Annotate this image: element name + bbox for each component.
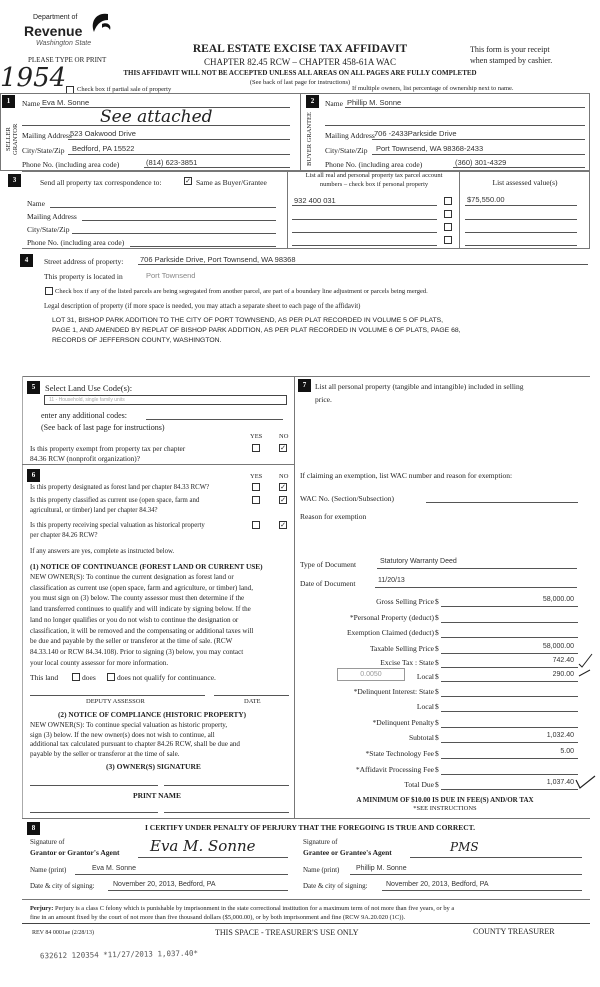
tax-row-field[interactable] [441,696,578,697]
doc-type[interactable]: Statutory Warranty Deed [380,558,457,565]
currency-sign: $ [435,733,439,742]
buyer-city-label: City/State/Zip [325,146,368,155]
currency-sign: $ [435,597,439,606]
parcel-header-1: List all real and personal property tax parcel account [305,172,443,179]
tax-row-value: 58,000.00 [542,596,574,603]
currency-sign: $ [435,644,439,653]
current-use-no-checkbox[interactable]: ✓ [280,496,286,504]
notice-line: payable by the seller or transferor at the time of sale. [30,749,180,758]
currency-sign: $ [435,613,439,622]
parcel-field[interactable] [292,245,437,246]
personal-property-checkbox[interactable] [444,236,452,244]
grantor-name[interactable]: Eva M. Sonne [92,865,136,872]
buyer-name-label: Name [325,99,343,108]
buyer-grantee-label: BUYER GRANTEE [306,112,313,167]
personal-property-checkbox[interactable] [444,223,452,231]
underline [465,205,577,206]
notice-line: 84.33.140 or RCW 84.34.108). Prior to signing (3) below, you may contact [30,647,244,656]
tax-row-field[interactable] [441,774,578,775]
print-name-label: PRINT NAME [133,791,181,800]
underline [345,107,585,108]
segregated-label: Check box if any of the listed parcels are being segregated from another parcel, are part of a boundary line adjustment or parcels being merged. [55,288,428,295]
underline [75,874,288,875]
personal-property-label-2: price. [315,395,332,404]
underline [372,139,585,140]
tax-row-field[interactable] [441,622,578,623]
located-city[interactable]: Port Townsend [146,271,196,280]
seller-mail[interactable]: 523 Oakwood Drive [70,129,136,138]
logo-line2: Revenue [24,23,83,39]
section-6-badge: 6 [27,469,40,482]
deputy-assessor-label: DEPUTY ASSESSOR [86,698,145,705]
underline [350,874,582,875]
forest-yes-checkbox[interactable] [252,483,260,491]
underline [108,890,288,891]
buyer-phone-label: Phone No. (including area code) [325,160,423,169]
seller-name-label: Name [22,99,40,108]
partial-sale-label: Check box if partial sale of property [77,86,172,93]
logo-line1: Department of [33,14,78,21]
form-subtitle: CHAPTER 82.45 RCW – CHAPTER 458-61A WAC [204,57,396,67]
personal-property-checkbox[interactable] [444,197,452,205]
assessor-date-field[interactable] [214,695,289,696]
tax-row-value: 5.00 [560,748,574,755]
underline [138,264,588,265]
reason-label: Reason for exemption [300,512,367,521]
grantor-name-label: Name (print) [30,866,67,874]
tax-row-value: 290.00 [552,671,574,678]
parcel-field[interactable] [292,219,437,220]
underline [144,167,290,168]
assessed-field[interactable] [465,245,577,246]
personal-property-label-1: List all personal property (tangible and intangible) included in selling [315,382,524,391]
notice-line: additional tax calculated pursuant to chapter 84.26 RCW, shall be due and [30,740,240,748]
form-title: REAL ESTATE EXCISE TAX AFFIDAVIT [192,43,408,55]
grantor-date-label: Date & city of signing: [30,882,95,890]
corr-city-label: City/State/Zip [27,225,70,234]
tax-row-field[interactable] [441,742,578,743]
see-back-note: (See back of last page for instructions) [249,79,351,86]
section-5-badge: 5 [27,381,40,394]
treasurer-stamp: 632612 120354 *11/27/2013 1,037.40* [39,948,199,961]
date-label: DATE [244,698,261,705]
exempt-question-1: Is this property exempt from property tax per chapter [30,444,186,453]
corr-phone-field[interactable] [130,246,276,247]
parcel-field[interactable] [292,232,437,233]
currency-sign: $ [435,628,439,637]
perjury-label: Perjury: [30,905,54,912]
located-label: This property is located in [44,272,123,281]
deputy-assessor-field[interactable] [30,695,205,696]
same-as-buyer-label: Same as Buyer/Grantee [196,178,267,187]
forest-no-checkbox[interactable]: ✓ [280,483,286,491]
see-attached-handwriting: See attached [100,107,213,127]
notice-line: land no longer qualifies or you do not wish to continue the designation or [30,615,239,624]
currency-sign: $ [435,672,439,681]
underline [410,857,582,858]
underline [138,857,288,858]
notice-line: classification, it will be removed and the compensating or additional taxes will [30,626,254,635]
tax-row-field[interactable] [441,681,578,682]
column-divider [294,376,295,818]
print-name-field[interactable] [30,812,158,813]
notice-line: be due and payable by the seller or transferor at the time of sale. (RCW [30,637,233,646]
notice-line: land transferred continues to qualify and will indicate by signing below. If the [30,605,251,614]
grantor-sig-of: Signature of [30,838,65,846]
send-to-label: Send all property tax correspondence to: [40,178,162,187]
notice-line: NEW OWNER(S): To continue the current designation as forest land or [30,573,234,581]
divider [22,923,590,924]
left-border [22,376,23,818]
seller-city-label: City/State/Zip [22,146,65,155]
notice-line: your local county assessor for more information. [30,658,169,667]
tax-row-label: Total Due [404,780,434,789]
seller-grantor-label: SELLER GRANTOR [5,123,19,156]
certify-statement: I CERTIFY UNDER PENALTY OF PERJURY THAT THE FOREGOING IS TRUE AND CORRECT. [144,823,475,832]
tax-row-label: *Delinquent Penalty [372,718,434,727]
tax-row-label: Gross Selling Price [376,597,434,606]
yes-header: YES [250,433,263,440]
tax-row-label: *Delinquent Interest: State [353,687,434,696]
current-use-question-1: Is this property classified as current use (open space, farm and [30,497,200,504]
tax-row-label: *Affidavit Processing Fee [355,765,434,774]
does-qualify-checkbox[interactable] [72,673,80,681]
total-checkmark-icon [575,774,597,790]
historic-no-checkbox[interactable]: ✓ [280,521,286,529]
section-8-badge: 8 [27,822,40,835]
tax-row-field[interactable] [441,758,578,759]
doc-type-label: Type of Document [300,560,357,569]
tax-row-field[interactable] [441,667,578,668]
current-use-question-2: agricultural, or timber) land per chapter 84.34? [30,507,158,514]
parcel-number[interactable]: 932 400 031 [294,196,336,205]
perjury-line-2: fine in an amount fixed by the court of not more than five thousand dollars ($5,000.00), or by both imprisonment and fine (RCW 9A.20.020 (1C)). [30,914,406,921]
assessed-value[interactable]: $75,550.00 [467,195,505,204]
corr-name-label: Name [27,199,45,208]
see-instructions: *SEE INSTRUCTIONS [413,805,477,812]
this-land-label: This land [30,673,59,682]
doc-date[interactable]: 11/20/13 [378,577,405,584]
no-header: NO [279,433,289,440]
assessed-field[interactable] [465,232,577,233]
land-use-label: Select Land Use Code(s): [45,383,133,393]
tax-row-value: 742.40 [552,657,574,664]
additional-codes-label: enter any additional codes: [41,411,127,420]
owner-signature-field[interactable] [164,785,289,786]
historic-yes-checkbox[interactable] [252,521,260,529]
grantee-date-label: Date & city of signing: [303,882,368,890]
grantee-sig-of: Signature of [303,838,338,846]
legal-line-3: RECORDS OF JEFFERSON COUNTY, WASHINGTON. [52,337,222,344]
multiple-owners-note: If multiple owners, list percentage of ownership next to name. [352,85,514,92]
notice-line: classification as current use (open space, farm and agriculture, or timber) land, [30,583,253,592]
tax-row-field[interactable] [441,653,578,654]
divider [22,464,294,465]
underline [292,205,437,206]
see-back-5: (See back of last page for instructions) [41,423,165,432]
currency-sign: $ [435,765,439,774]
seller-mail-label: Mailing Address [22,131,72,140]
notice-continuance-title: (1) NOTICE OF CONTINUANCE (FOREST LAND OR CURRENT USE) [30,562,263,571]
corr-city-field[interactable] [72,233,276,234]
section-2-badge: 2 [306,95,319,108]
treasurer-use-label: THIS SPACE - TREASURER'S USE ONLY [215,928,359,937]
land-use-value: 11 - Household, single family units [49,397,125,403]
divider [22,376,590,377]
additional-codes-field[interactable] [146,419,283,420]
divider [287,171,288,249]
notice-line: you must sign on (3) below. The county assessor must then determine if the [30,594,245,603]
perjury-text-1: Perjury is a class C felony which is punishable by imprisonment in the state correctional institution for a maximum term of not more than five years, or by a [55,905,455,912]
street-address[interactable]: 706 Parkside Drive, Port Townsend, WA 98368 [140,255,296,264]
logo-swirl-icon [88,10,114,38]
owner-signature-title: (3) OWNER(S) SIGNATURE [106,762,201,771]
divider [22,899,590,900]
currency-sign: $ [435,718,439,727]
legal-line-1: LOT 31, BISHOP PARK ADDITION TO THE CITY OF PORT TOWNSEND, AS PER PLAT RECORDED IN VOLUME 5 OF PLATS, [52,317,444,324]
section-3-badge: 3 [8,174,21,187]
type-print-note: PLEASE TYPE OR PRINT [28,56,107,64]
does-not-label: does not qualify for continuance. [117,673,216,682]
handwritten-number: 1954 [0,63,67,93]
yes-header: YES [250,473,263,480]
seller-name[interactable]: Eva M. Sonne [42,98,90,107]
tax-row-field[interactable] [441,711,578,712]
perjury-line-1 [30,905,454,912]
underline [22,125,290,126]
underline [382,890,582,891]
assessed-field[interactable] [465,219,577,220]
no-header: NO [279,473,289,480]
grantor-date[interactable]: November 20, 2013, Bedford, PA [113,881,216,888]
currency-sign: $ [435,658,439,667]
parties-divider [300,93,301,171]
currency-sign: $ [435,780,439,789]
underline [372,154,585,155]
corr-name-field[interactable] [50,207,276,208]
seller-city[interactable]: Bedford, PA 15522 [72,144,135,153]
local-rate-box[interactable] [337,668,405,681]
underline [375,587,577,588]
exempt-yes-checkbox[interactable] [252,444,260,452]
logo-line3: Washington State [36,40,92,47]
corr-mail-label: Mailing Address [27,212,77,221]
tax-row-field[interactable] [441,727,578,728]
minimum-due-note: A MINIMUM OF $10.00 IS DUE IN FEE(S) AND/OR TAX [356,796,534,804]
owner-signature-field[interactable] [30,785,158,786]
underline [325,125,585,126]
print-name-field[interactable] [164,812,289,813]
doc-date-label: Date of Document [300,579,356,588]
forest-question: Is this property designated as forest land per chapter 84.33 RCW? [30,484,210,491]
same-as-buyer-checkbox[interactable]: ✓ [185,177,191,185]
tax-row-label: Local [416,672,434,681]
underline [68,154,290,155]
seller-phone[interactable]: (814) 623-3851 [146,158,198,167]
tax-row-label: Exemption Claimed (deduct) [346,628,434,637]
underline [377,568,577,569]
legal-line-2: PAGE 1, AND AMENDED BY REPLAT OF BISHOP PARK ADDITION, AS PER PLAT RECORDED IN VOLUME 6 OF PLATS, PAGE 68, [52,327,461,334]
buyer-phone[interactable]: (360) 301-4329 [455,158,507,167]
wac-field[interactable] [426,502,578,503]
historic-question-1: Is this property receiving special valuation as historical property [30,522,205,529]
section-7-badge: 7 [298,379,311,392]
section-1-badge: 1 [2,95,15,108]
if-yes-note: If any answers are yes, complete as instructed below. [30,548,175,555]
tax-row-label: Taxable Selling Price [369,644,434,653]
tax-row-value: 1,032.40 [546,732,574,739]
tax-row-label: Subtotal [408,733,434,742]
tax-row-value: 58,000.00 [542,643,574,650]
checkmark-annotations-icon [578,652,600,682]
parcel-header-2: numbers – check box if personal property [319,181,429,188]
tax-row-field[interactable] [441,606,578,607]
legal-label: Legal description of property (if more space is needed, you may attach a separate sheet to each page of the affidavit) [44,303,361,310]
exempt-question-2: 84.36 RCW (nonprofit organization)? [30,454,140,463]
receipt-note-2: when stamped by cashier. [470,56,553,65]
buyer-city[interactable]: Port Townsend, WA 98368-2433 [376,144,484,153]
seller-phone-label: Phone No. (including area code) [22,160,120,169]
grantee-signature[interactable]: PMS [450,840,479,854]
wac-label: WAC No. (Section/Subsection) [300,494,394,503]
exemption-label: If claiming an exemption, list WAC number and reason for exemption: [300,471,513,480]
current-use-yes-checkbox[interactable] [252,496,260,504]
notice-line: sign (3) below. If the new owner(s) does not wish to continue, all [30,730,215,739]
currency-sign: $ [435,702,439,711]
underline [453,167,585,168]
notice-line: NEW OWNER(S): To continue special valuation as historic property, [30,721,228,729]
personal-property-checkbox[interactable] [444,210,452,218]
does-label: does [82,673,96,682]
section-4-badge: 4 [20,254,33,267]
county-treasurer-label: COUNTY TREASURER [473,927,555,936]
grantor-signature[interactable]: Eva M. Sonne [150,837,256,855]
grantee-name[interactable]: Phillip M. Sonne [356,865,407,872]
currency-sign: $ [435,749,439,758]
grantee-agent-label: Grantee or Grantee's Agent [303,848,392,857]
currency-sign: $ [435,687,439,696]
tax-row-label: Local [416,702,434,711]
notice-compliance-title: (2) NOTICE OF COMPLIANCE (HISTORIC PROPERTY) [58,710,247,719]
tax-row-field[interactable] [441,789,578,790]
grantee-name-label: Name (print) [303,866,340,874]
form-revision: REV 84 0001ae (2/28/13) [32,930,95,936]
corr-mail-field[interactable] [82,220,276,221]
grantor-agent-label: Grantor or Grantor's Agent [30,848,120,857]
historic-question-2: per chapter 84.26 RCW? [30,532,98,539]
land-use-select[interactable] [44,395,287,405]
tax-row-label: *Personal Property (deduct) [349,613,434,622]
assessed-header: List assessed value(s) [492,178,558,187]
receipt-note-1: This form is your receipt [470,45,550,54]
divider [22,818,590,819]
tax-row-label: *State Technology Fee [365,749,434,758]
does-not-qualify-checkbox[interactable] [107,673,115,681]
segregated-checkbox[interactable] [45,287,53,295]
exempt-no-checkbox[interactable]: ✓ [280,444,286,452]
tax-row-label: Excise Tax : State [380,658,434,667]
buyer-mail-label: Mailing Address [325,131,375,140]
grantee-date[interactable]: November 20, 2013, Bedford, PA [386,881,489,888]
tax-row-field[interactable] [441,637,578,638]
tax-row-value: 1,037.40 [546,779,574,786]
local-rate: 0.0050 [360,671,382,678]
buyer-mail[interactable]: 706 -2433Parkside Drive [374,129,457,138]
form-warning: THIS AFFIDAVIT WILL NOT BE ACCEPTED UNLESS ALL AREAS ON ALL PAGES ARE FULLY COMPLETED [123,69,477,77]
buyer-name[interactable]: Phillip M. Sonne [347,98,402,107]
underline [68,139,290,140]
corr-phone-label: Phone No. (including area code) [27,238,125,247]
street-label: Street address of property: [44,257,124,266]
